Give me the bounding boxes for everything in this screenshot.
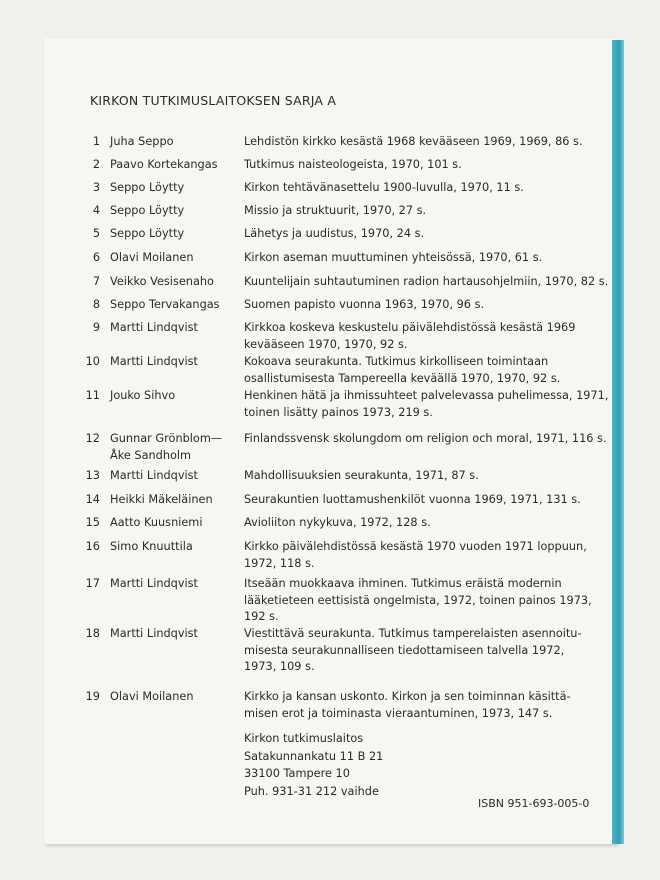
entry-author-line: Veikko Vesisenaho	[110, 275, 214, 288]
entry-author	[110, 626, 238, 643]
entry-author	[110, 157, 238, 174]
address-line-city: 33100 Tampere 10	[244, 767, 350, 780]
entry-number: 9	[92, 321, 100, 334]
entry-title-line: Seurakuntien luottamushenkilöt vuonna 1969, 1971, 131 s.	[244, 493, 581, 506]
entry-author	[110, 515, 238, 532]
entry-author-line: Gunnar Grönblom—	[110, 432, 223, 445]
entry-title-line: Missio ja struktuurit, 1970, 27 s.	[244, 204, 427, 217]
entry-title-line: Kirkon aseman muuttuminen yhteisössä, 1970, 61 s.	[244, 251, 543, 264]
entry-author-line: Martti Lindqvist	[110, 627, 198, 640]
entry-title	[244, 320, 624, 353]
entry-author	[110, 354, 238, 371]
entry-title-line: osallistumisesta Tampereella keväällä 1970, 1970, 92 s.	[244, 371, 561, 385]
entry-author-line: Aatto Kuusniemi	[110, 516, 203, 529]
address-line-phone: Puh. 931-31 212 vaihde	[244, 784, 379, 798]
entry-author-line: Åke Sandholm	[110, 448, 192, 462]
entry-title	[244, 203, 624, 220]
entry-author-line: Heikki Mäkeläinen	[110, 493, 213, 506]
entry-author	[110, 203, 238, 220]
entry-number: 19	[85, 690, 100, 703]
entry-title-line: 1973, 109 s.	[244, 660, 315, 673]
entry-number: 15	[85, 516, 100, 529]
entry-title	[244, 576, 624, 626]
entry-title-line: Kirkkoa koskeva keskustelu päivälehdistössä kesästä 1969	[244, 321, 576, 334]
entry-title	[244, 388, 624, 421]
entry-author	[110, 576, 238, 593]
entry-title	[244, 297, 624, 314]
entry-number: 1	[92, 135, 100, 148]
entry-title-line: Kirkko päivälehdistössä kesästä 1970 vuoden 1971 loppuun,	[244, 540, 587, 553]
isbn-number: ISBN 951-693-005-0	[478, 797, 590, 810]
entry-title-line: Lähetys ja uudistus, 1970, 24 s.	[244, 227, 425, 240]
entry-title	[244, 515, 624, 532]
entry-author	[110, 689, 238, 706]
entry-title-line: Kirkko ja kansan uskonto. Kirkon ja sen toiminnan käsittä-	[244, 690, 571, 703]
entry-title-line: misen erot ja toiminasta vieraantuminen, 1973, 147 s.	[244, 706, 553, 720]
entry-author	[110, 250, 238, 267]
entry-title	[244, 180, 624, 197]
entry-number: 7	[92, 275, 100, 288]
entry-author-line: Juha Seppo	[110, 135, 174, 148]
entry-number: 6	[92, 251, 100, 264]
entry-title	[244, 431, 624, 448]
entry-title	[244, 539, 624, 572]
entry-title-line: misesta seurakunnalliseen tiedottamiseen talvella 1972,	[244, 643, 565, 657]
entry-title-line: Suomen papisto vuonna 1963, 1970, 96 s.	[244, 298, 485, 311]
entry-title-line: Tutkimus naisteologeista, 1970, 101 s.	[244, 158, 462, 171]
entry-title-line: Viestittävä seurakunta. Tutkimus tamperelaisten asennoitu-	[244, 627, 582, 640]
entry-author	[110, 320, 238, 337]
entry-author-line: Seppo Löytty	[110, 181, 185, 194]
entry-number: 5	[92, 227, 100, 240]
entry-author	[110, 297, 238, 314]
entry-author-line: Simo Knuuttila	[110, 540, 193, 553]
entry-author-line: Paavo Kortekangas	[110, 158, 218, 171]
entry-title-line: Avioliiton nykykuva, 1972, 128 s.	[244, 516, 431, 529]
entry-title	[244, 157, 624, 174]
entry-title	[244, 134, 624, 151]
entry-title	[244, 689, 624, 722]
entry-author-line: Seppo Löytty	[110, 204, 185, 217]
series-title: KIRKON TUTKIMUSLAITOKSEN SARJA A	[90, 93, 337, 108]
entry-title-line: Itseään muokkaava ihminen. Tutkimus eräistä modernin	[244, 577, 562, 590]
entry-title-line: kevääseen 1970, 1970, 92 s.	[244, 337, 408, 351]
entry-title-line: Kirkon tehtävänasettelu 1900-luvulla, 1970, 11 s.	[244, 181, 524, 194]
address-line-organization: Kirkon tutkimuslaitos	[244, 732, 364, 745]
entry-author-line: Jouko Sihvo	[110, 389, 176, 402]
entry-number: 13	[85, 469, 100, 482]
entry-author-line: Martti Lindqvist	[110, 469, 198, 482]
entry-title-line: 192 s.	[244, 610, 279, 623]
entry-title	[244, 250, 624, 267]
entry-title-line: toinen lisätty painos 1973, 219 s.	[244, 405, 433, 419]
entry-author-line: Seppo Tervakangas	[110, 298, 220, 311]
entry-title-line: Kuuntelijain suhtautuminen radion hartausohjelmiin, 1970, 82 s.	[244, 275, 609, 288]
entry-title	[244, 626, 624, 676]
entry-author	[110, 539, 238, 556]
entry-title-line: Mahdollisuuksien seurakunta, 1971, 87 s.	[244, 469, 479, 482]
entry-author	[110, 492, 238, 509]
entry-title-line: 1972, 118 s.	[244, 556, 315, 570]
entry-author	[110, 180, 238, 197]
entry-author	[110, 134, 238, 151]
entry-title-line: Lehdistön kirkko kesästä 1968 kevääseen 1969, 1969, 86 s.	[244, 135, 583, 148]
entry-title	[244, 492, 624, 509]
entry-author	[110, 226, 238, 243]
entry-title-line: Finlandssvensk skolungdom om religion och moral, 1971, 116 s.	[244, 432, 607, 445]
entry-author	[110, 388, 238, 405]
entry-number: 2	[92, 158, 100, 171]
entry-title	[244, 468, 624, 485]
entry-author-line: Olavi Moilanen	[110, 251, 194, 264]
entry-number: 16	[85, 540, 100, 553]
entry-number: 18	[85, 627, 100, 640]
entry-number: 14	[85, 493, 100, 506]
entry-number: 10	[85, 355, 100, 368]
entry-title-line: lääketieteen eettisistä ongelmista, 1972, toinen painos 1973,	[244, 593, 592, 607]
entry-author-line: Martti Lindqvist	[110, 577, 198, 590]
entry-number: 8	[92, 298, 100, 311]
entry-number: 17	[85, 577, 100, 590]
entry-number: 3	[92, 181, 100, 194]
publisher-address	[244, 730, 383, 800]
entry-author	[110, 274, 238, 291]
entry-author	[110, 431, 238, 464]
entry-title-line: Henkinen hätä ja ihmissuhteet palvelevassa puhelimessa, 1971,	[244, 389, 609, 402]
entry-author-line: Martti Lindqvist	[110, 321, 198, 334]
entry-number: 12	[85, 432, 100, 445]
entry-title	[244, 354, 624, 387]
entry-author-line: Seppo Löytty	[110, 227, 185, 240]
entry-title	[244, 226, 624, 243]
entry-number: 4	[92, 204, 100, 217]
entry-number: 11	[85, 389, 100, 402]
entry-author	[110, 468, 238, 485]
address-line-street: Satakunnankatu 11 B 21	[244, 749, 384, 763]
entry-author-line: Olavi Moilanen	[110, 690, 194, 703]
entry-author-line: Martti Lindqvist	[110, 355, 198, 368]
entry-title	[244, 274, 624, 291]
entry-title-line: Kokoava seurakunta. Tutkimus kirkolliseen toimintaan	[244, 355, 549, 368]
